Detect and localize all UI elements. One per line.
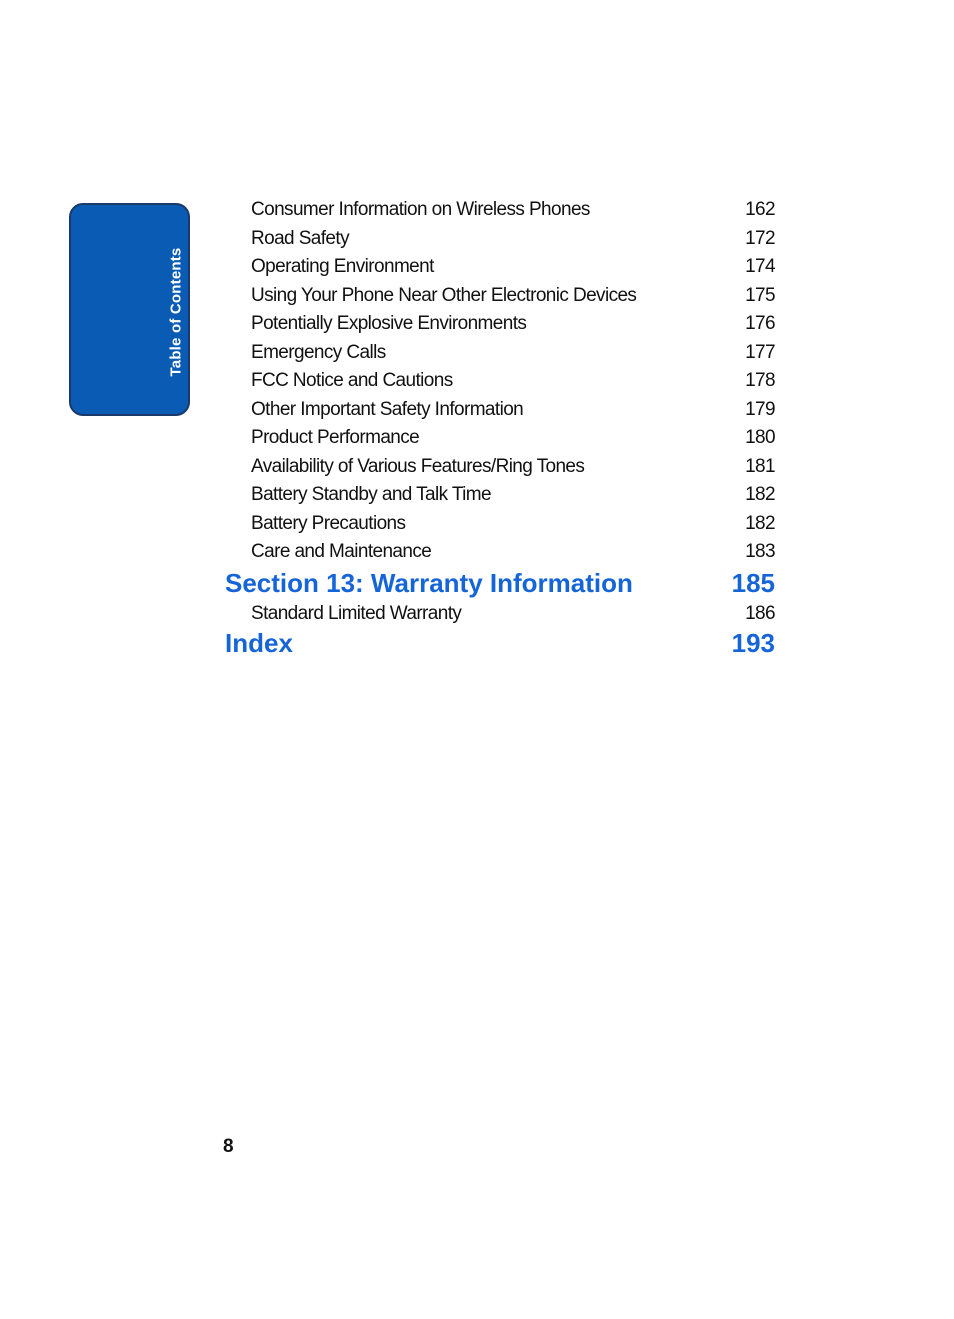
toc-entry-title: Availability of Various Features/Ring Tones — [251, 455, 585, 477]
toc-entry[interactable] — [225, 339, 775, 368]
toc-entry-page: 162 — [745, 199, 775, 220]
toc-entry[interactable] — [225, 310, 775, 339]
toc-entry-title: Battery Standby and Talk Time — [251, 484, 491, 505]
toc-entry-title: Emergency Calls — [251, 341, 386, 363]
toc-entry-title: FCC Notice and Cautions — [251, 370, 453, 391]
table-of-contents — [225, 196, 775, 658]
toc-entry-page: 177 — [745, 341, 775, 363]
toc-entry-page: 183 — [745, 541, 775, 562]
toc-entry-page: 181 — [745, 455, 775, 477]
toc-entries-group — [225, 600, 775, 629]
toc-entry-title: Other Important Safety Information — [251, 398, 524, 420]
toc-entries-group — [225, 196, 775, 567]
toc-entry[interactable] — [225, 225, 775, 254]
toc-entry-page: 186 — [745, 602, 775, 624]
toc-entry-page: 179 — [745, 398, 775, 420]
toc-entry-page: 174 — [745, 256, 775, 277]
toc-entry[interactable] — [225, 481, 775, 510]
toc-entry[interactable] — [225, 253, 775, 282]
toc-entry-page: 178 — [745, 370, 775, 391]
toc-entry-title: Product Performance — [251, 427, 420, 448]
toc-entry[interactable] — [225, 367, 775, 396]
side-tab-label: Table of Contents — [167, 247, 185, 377]
toc-entry[interactable] — [225, 600, 775, 629]
toc-entry-title: Care and Maintenance — [251, 541, 432, 562]
toc-entry-page: 182 — [745, 484, 775, 505]
toc-entry[interactable] — [225, 510, 775, 539]
toc-index-title: Index — [225, 628, 293, 658]
toc-entry[interactable] — [225, 453, 775, 482]
toc-section-title: Section 13: Warranty Information — [225, 567, 633, 598]
toc-entry[interactable] — [225, 282, 775, 311]
toc-entry-title: Operating Environment — [251, 256, 434, 277]
toc-section-13[interactable] — [225, 567, 775, 600]
toc-entry-title: Battery Precautions — [251, 512, 406, 534]
toc-entry-title: Potentially Explosive Environments — [251, 313, 527, 334]
page-number: 8 — [223, 1136, 234, 1157]
toc-entry[interactable] — [225, 196, 775, 225]
toc-entry-title: Using Your Phone Near Other Electronic Devices — [251, 284, 637, 306]
toc-entry-page: 182 — [745, 512, 775, 534]
toc-entry-title: Consumer Information on Wireless Phones — [251, 199, 590, 220]
toc-entry-page: 175 — [745, 284, 775, 306]
toc-entry-title: Road Safety — [251, 227, 349, 249]
toc-entry[interactable] — [225, 424, 775, 453]
toc-entry[interactable] — [225, 396, 775, 425]
toc-index[interactable] — [225, 628, 775, 658]
toc-entry-page: 176 — [745, 313, 775, 334]
toc-index-page: 193 — [731, 628, 775, 658]
toc-entry-title: Standard Limited Warranty — [251, 602, 462, 624]
toc-entry-page: 172 — [745, 227, 775, 249]
toc-entry-page: 180 — [745, 427, 775, 448]
toc-entry[interactable] — [225, 538, 775, 567]
toc-section-page: 185 — [731, 567, 775, 598]
